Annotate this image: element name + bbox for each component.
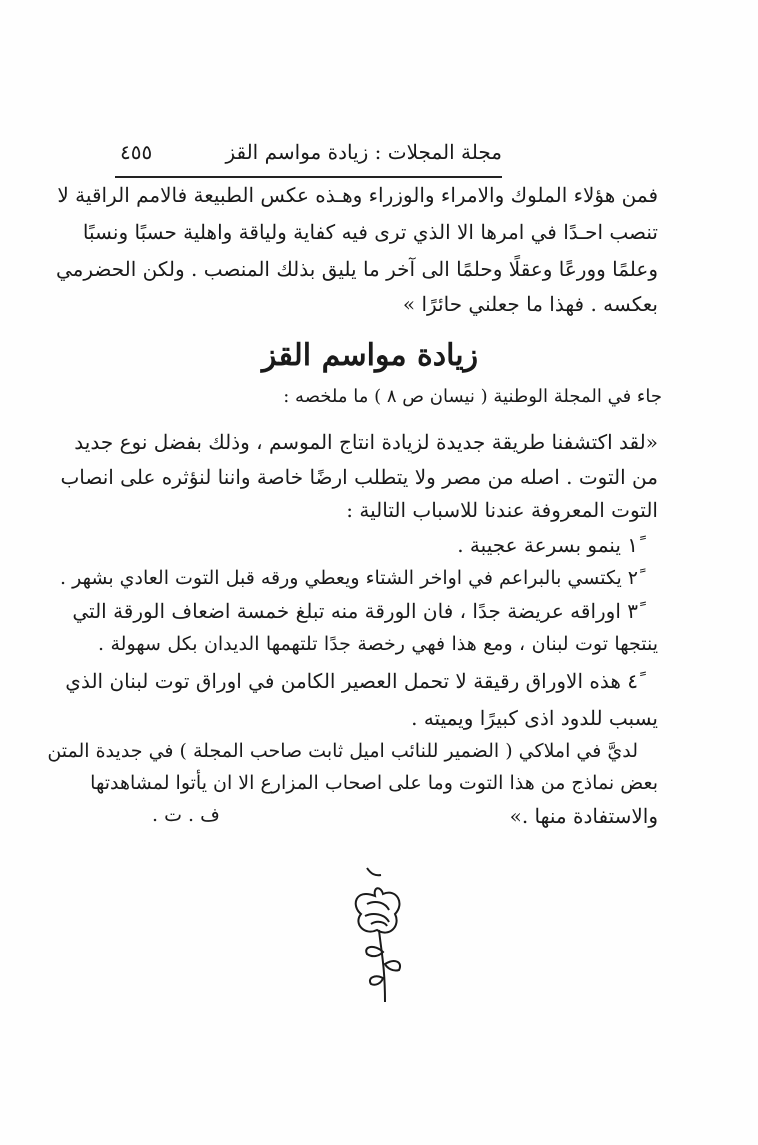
article-line: والاستفادة منها .» (509, 804, 658, 828)
article-line: لديَّ في املاكي ( الضمير للنائب اميل ثابت صاحب المجلة ) في جديدة المتن (47, 740, 638, 762)
list-item: ٤ً هذه الاوراق رقيقة لا تحمل العصير الكامن في اوراق توت لبنان الذي (65, 669, 638, 693)
list-item: ٢ً يكتسي بالبراعم في اواخر الشتاء ويعطي ورقه قبل التوت العادي بشهر . (60, 567, 638, 589)
article-line: «لقد اكتشفنا طريقة جديدة لزيادة انتاج الموسم ، وذلك بفضل نوع جديد (74, 430, 658, 454)
article-line: من التوت . اصله من مصر ولا يتطلب ارضًا خاصة واننا لنؤثره على انصاب (60, 465, 658, 489)
article-intro: جاء في المجلة الوطنية ( نيسان ص ٨ ) ما ملخصه : (283, 386, 662, 407)
article-line: بعض نماذج من هذا التوت وما على اصحاب المزارع الا ان يأتوا لمشاهدتها (90, 772, 658, 794)
header-rule (115, 176, 502, 178)
continuation-line: فمن هؤلاء الملوك والامراء والوزراء وهـذه عكس الطبيعة فالامم الراقية لا (57, 183, 658, 207)
author-signature: ف . ت . (152, 804, 220, 826)
continuation-line: وعلمًا وورعًا وعقلًا وحلمًا الى آخر ما يليق بذلك المنصب . ولكن الحضرمي (55, 257, 658, 281)
article-title: زيادة مواسم القز (261, 338, 479, 373)
running-title: مجلة المجلات : زيادة مواسم القز (225, 140, 502, 164)
continuation-line: بعكسه . فهذا ما جعلني حائرًا » (402, 292, 658, 316)
list-item: ٣ً اوراقه عريضة جدًا ، فان الورقة منه تبلغ خمسة اضعاف الورقة التي (72, 599, 638, 623)
page-number: ٤٥٥ (120, 140, 153, 164)
article-line: ينتجها توت لبنان ، ومع هذا فهي رخصة جدًا تلتهمها الديدان بكل سهولة . (98, 633, 658, 655)
floral-vignette-icon (345, 866, 411, 1004)
article-line: يسبب للدود اذى كبيرًا ويميته . (411, 706, 658, 730)
article-line: التوت المعروفة عندنا للاسباب التالية : (346, 498, 658, 522)
continuation-line: تنصب احـدًا في امرها الا الذي ترى فيه كفاية ولياقة واهلية حسبًا ونسبًا (82, 220, 658, 244)
list-item: ١ً ينمو بسرعة عجيبة . (457, 533, 638, 557)
page-header (120, 140, 502, 176)
